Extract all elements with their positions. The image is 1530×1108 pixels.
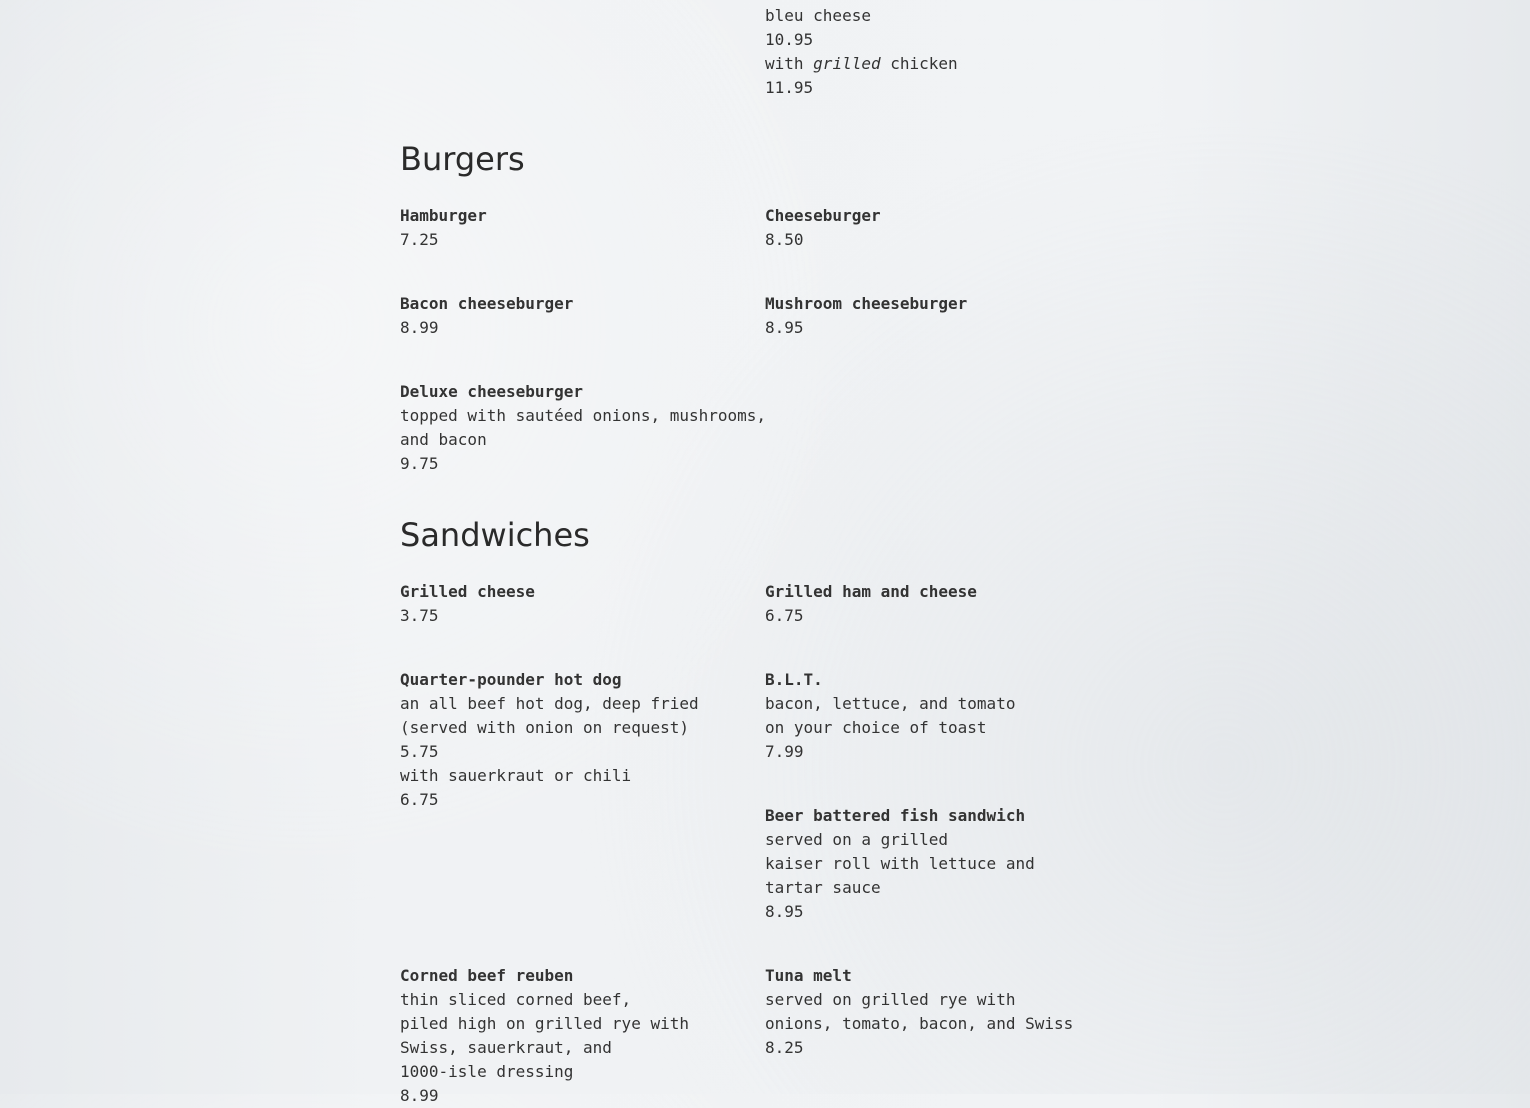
item-variant: with sauerkraut or chili bbox=[400, 766, 632, 785]
variant-prefix: with bbox=[765, 54, 814, 73]
item-description: tartar sauce bbox=[765, 878, 881, 897]
menu-item bbox=[765, 204, 881, 252]
item-price: 7.99 bbox=[765, 742, 804, 761]
item-price: 7.25 bbox=[400, 230, 439, 249]
item-price: 10.95 bbox=[765, 30, 814, 49]
menu-item-partial bbox=[765, 4, 958, 100]
item-price: 8.50 bbox=[765, 230, 804, 249]
item-name: Mushroom cheeseburger bbox=[765, 294, 968, 313]
item-price: 8.25 bbox=[765, 1038, 804, 1057]
item-name: Beer battered fish sandwich bbox=[765, 806, 1026, 825]
item-description: piled high on grilled rye with bbox=[400, 1014, 689, 1033]
menu-item bbox=[400, 292, 573, 340]
item-description: an all beef hot dog, deep fried bbox=[400, 694, 699, 713]
item-description: 1000-isle dressing bbox=[400, 1062, 574, 1081]
item-variant-price: 6.75 bbox=[400, 790, 439, 809]
item-price: 6.75 bbox=[765, 606, 804, 625]
item-name: Deluxe cheeseburger bbox=[400, 382, 584, 401]
item-name: Grilled ham and cheese bbox=[765, 582, 977, 601]
item-description: and bacon bbox=[400, 430, 487, 449]
item-price: 8.99 bbox=[400, 318, 439, 337]
item-name: Quarter-pounder hot dog bbox=[400, 670, 622, 689]
menu-item bbox=[400, 668, 699, 812]
menu-item bbox=[400, 204, 487, 252]
item-name: Bacon cheeseburger bbox=[400, 294, 574, 313]
item-name: Hamburger bbox=[400, 206, 487, 225]
item-variant bbox=[765, 52, 958, 76]
item-name: Grilled cheese bbox=[400, 582, 535, 601]
item-description: topped with sautéed onions, mushrooms, bbox=[400, 406, 767, 425]
item-name: B.L.T. bbox=[765, 670, 823, 689]
item-description: bleu cheese bbox=[765, 6, 871, 25]
item-description: served on grilled rye with bbox=[765, 990, 1016, 1009]
item-variant-price: 11.95 bbox=[765, 78, 814, 97]
item-price: 8.99 bbox=[400, 1086, 439, 1105]
menu-item bbox=[765, 580, 977, 628]
item-name: Tuna melt bbox=[765, 966, 852, 985]
menu-item bbox=[765, 668, 1015, 764]
variant-emphasis: grilled bbox=[813, 54, 881, 73]
menu-item bbox=[765, 804, 1035, 924]
menu-item bbox=[400, 380, 766, 476]
item-description: on your choice of toast bbox=[765, 718, 987, 737]
item-description: thin sliced corned beef, bbox=[400, 990, 632, 1009]
item-name: Cheeseburger bbox=[765, 206, 881, 225]
item-price: 8.95 bbox=[765, 902, 804, 921]
item-description: bacon, lettuce, and tomato bbox=[765, 694, 1016, 713]
item-description: onions, tomato, bacon, and Swiss bbox=[765, 1014, 1074, 1033]
menu-item bbox=[400, 964, 689, 1108]
item-description: kaiser roll with lettuce and bbox=[765, 854, 1035, 873]
section-heading-sandwiches: Sandwiches bbox=[400, 516, 590, 554]
menu-item bbox=[400, 580, 535, 628]
item-price: 5.75 bbox=[400, 742, 439, 761]
item-description: (served with onion on request) bbox=[400, 718, 689, 737]
item-price: 8.95 bbox=[765, 318, 804, 337]
section-heading-burgers: Burgers bbox=[400, 140, 525, 178]
menu-item bbox=[765, 964, 1073, 1060]
variant-suffix: chicken bbox=[880, 54, 958, 73]
item-description: Swiss, sauerkraut, and bbox=[400, 1038, 612, 1057]
item-price: 3.75 bbox=[400, 606, 439, 625]
menu-page bbox=[400, 0, 1160, 1105]
item-name: Corned beef reuben bbox=[400, 966, 574, 985]
menu-item bbox=[765, 292, 967, 340]
item-price: 9.75 bbox=[400, 454, 439, 473]
item-description: served on a grilled bbox=[765, 830, 949, 849]
